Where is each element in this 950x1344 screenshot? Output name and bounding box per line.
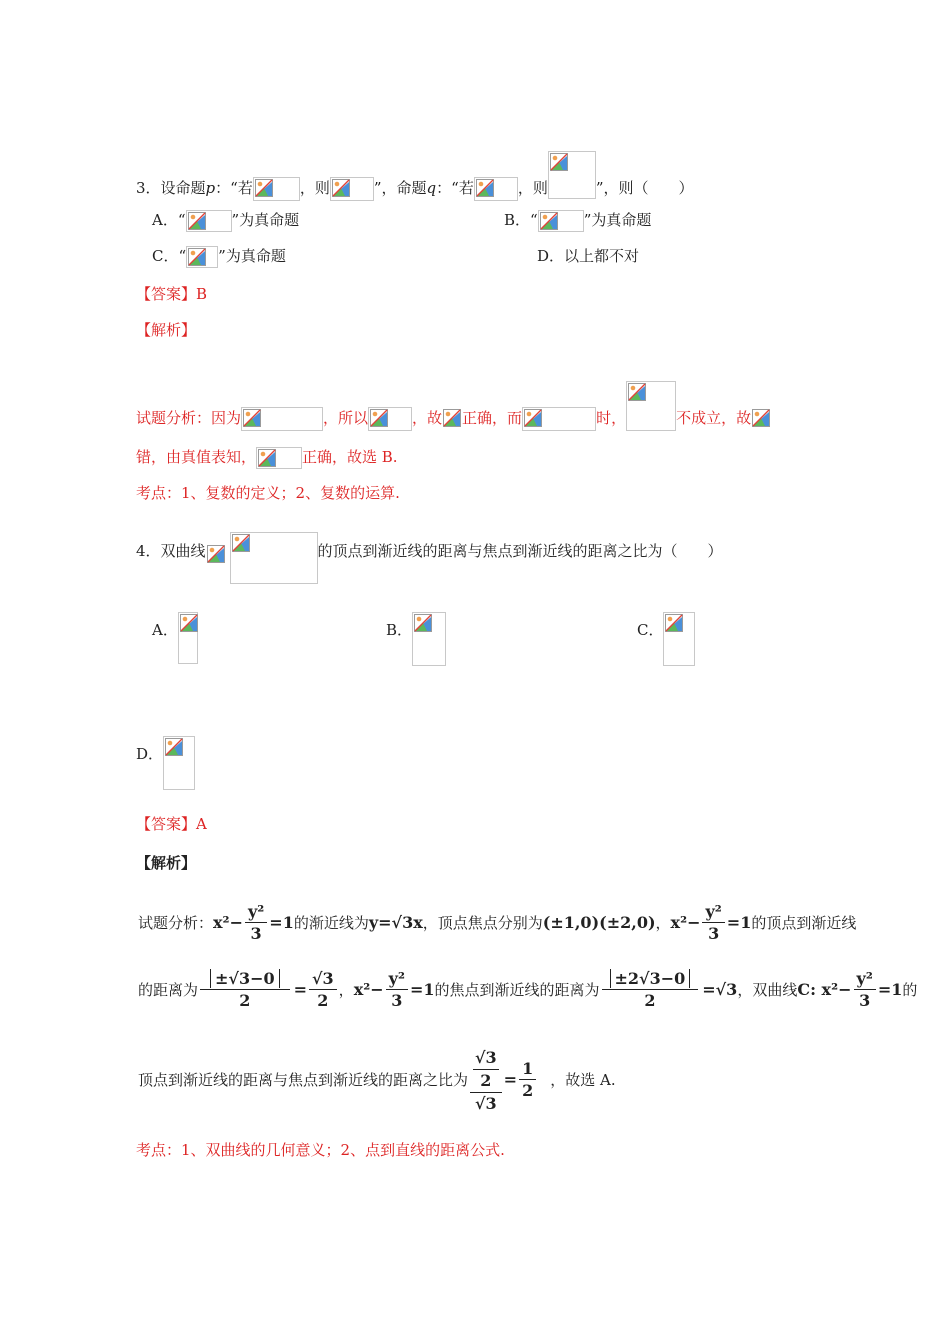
q3-option-c: C．“ ”为真命题 [152, 246, 286, 268]
formula-image [178, 612, 198, 664]
formula-image [751, 408, 771, 430]
formula-image [256, 447, 302, 469]
broken-image-icon [414, 614, 432, 632]
q4-analysis-line2: 的距离为 $\frac{\pm√3-0}{2}$ = $\frac{√3}{2}$ ，x²− $\frac{\text{y²}}{3}$ =1的焦点到渐近线的距离为 $\frac{\pm 2√3-0}{2}$ =√3，双曲线C: x²− $\frac{\text{y²}}{3}$ =1的 [138, 969, 918, 1010]
q3-analysis-tag: 【解析】 [136, 321, 197, 339]
broken-image-icon [232, 534, 250, 552]
broken-image-icon [332, 179, 350, 197]
formula-image [230, 532, 318, 584]
q3-option-b: B．“ ”为真命题 [504, 210, 651, 232]
formula-image [186, 246, 218, 268]
broken-image-icon [258, 449, 276, 467]
broken-image-icon [665, 614, 683, 632]
formula-image [253, 177, 300, 201]
vertex-distance-formula: $\frac{\pm√3-0}{2}$ = $\frac{√3}{2}$ [198, 980, 339, 999]
formula-image [330, 177, 374, 201]
hyperbola-equation: x²− $\frac{\text{y²}}{3}$ =1 [353, 969, 435, 1010]
hyperbola-c-equation: C: x²− $\frac{\text{y²}}{3}$ =1 [797, 969, 903, 1010]
broken-image-icon [540, 212, 558, 230]
q3-analysis-line1: 试题分析：因为 ，所以 ，故 正确，而 时， 不成立，故 [136, 381, 771, 431]
formula-image [538, 210, 584, 232]
broken-image-icon [524, 409, 542, 427]
asymptote-equation: y=√3x [368, 913, 423, 932]
broken-image-icon [476, 179, 494, 197]
q4-analysis-line3: 顶点到渐近线的距离与焦点到渐近线的距离之比为 √3 2 √3 = $\frac{1}{2}$ ，故选 A. [138, 1047, 616, 1113]
q4-option-b: B． [386, 612, 446, 666]
q3-kaodian: 考点：1、复数的定义；2、复数的运算. [136, 484, 400, 502]
q4-answer: 【答案】A [136, 815, 207, 833]
formula-image [548, 151, 596, 199]
q4-kaodian: 考点：1、双曲线的几何意义；2、点到直线的距离公式. [136, 1141, 505, 1159]
q4-option-d: D． [136, 736, 195, 790]
formula-image [663, 612, 695, 666]
q4-analysis-tag: 【解析】 [136, 854, 197, 872]
broken-image-icon [550, 153, 568, 171]
q4-analysis-line1: 试题分析：x²− $\frac{\text{y²}}{3}$ =1的渐近线为y=√3x，顶点焦点分别为(±1,0)(±2,0)，x²− $\frac{\text{y²}}{3}$ =1的顶点到渐近线 [138, 902, 857, 943]
formula-image [241, 407, 323, 431]
broken-image-icon [628, 383, 646, 401]
q3-answer: 【答案】B [136, 285, 208, 303]
hyperbola-equation: x²− $\frac{\text{y²}}{3}$ =1 [213, 902, 294, 943]
formula-image [163, 736, 195, 790]
q3-option-a: A．“ ”为真命题 [152, 210, 299, 232]
broken-image-icon [188, 212, 206, 230]
formula-image [522, 407, 596, 431]
q3-analysis-line2: 错，由真值表知， 正确，故选 B. [136, 447, 398, 469]
focus-distance-formula: $\frac{\pm 2√3-0}{2}$ =√3 [600, 980, 738, 999]
q3-stem: 3．设命题p：“若 ，则 ”，命题q：“若 ，则 ”，则（ ） [136, 151, 694, 201]
q4-option-a: A． [152, 612, 198, 664]
broken-image-icon [165, 738, 183, 756]
broken-image-icon [243, 409, 261, 427]
broken-image-icon [180, 614, 198, 632]
formula-image [626, 381, 676, 431]
hyperbola-equation: x²− $\frac{\text{y²}}{3}$ =1 [670, 902, 752, 943]
broken-image-icon [188, 248, 206, 266]
q4-option-c: C． [637, 612, 695, 666]
formula-image [368, 407, 412, 431]
formula-image [442, 408, 462, 430]
q3-option-d: D．以上都不对 [537, 247, 640, 265]
broken-image-icon [443, 409, 461, 427]
formula-image [186, 210, 232, 232]
q4-stem: 4．双曲线 的顶点到渐近线的距离与焦点到渐近线的距离之比为（ ） [136, 532, 723, 584]
broken-image-icon [207, 545, 225, 563]
formula-image [412, 612, 446, 666]
broken-image-icon [752, 409, 770, 427]
formula-image [206, 544, 230, 566]
broken-image-icon [255, 179, 273, 197]
ratio-formula: √3 2 √3 = $\frac{1}{2}$ [468, 1070, 538, 1089]
broken-image-icon [370, 409, 388, 427]
formula-image [474, 177, 518, 201]
